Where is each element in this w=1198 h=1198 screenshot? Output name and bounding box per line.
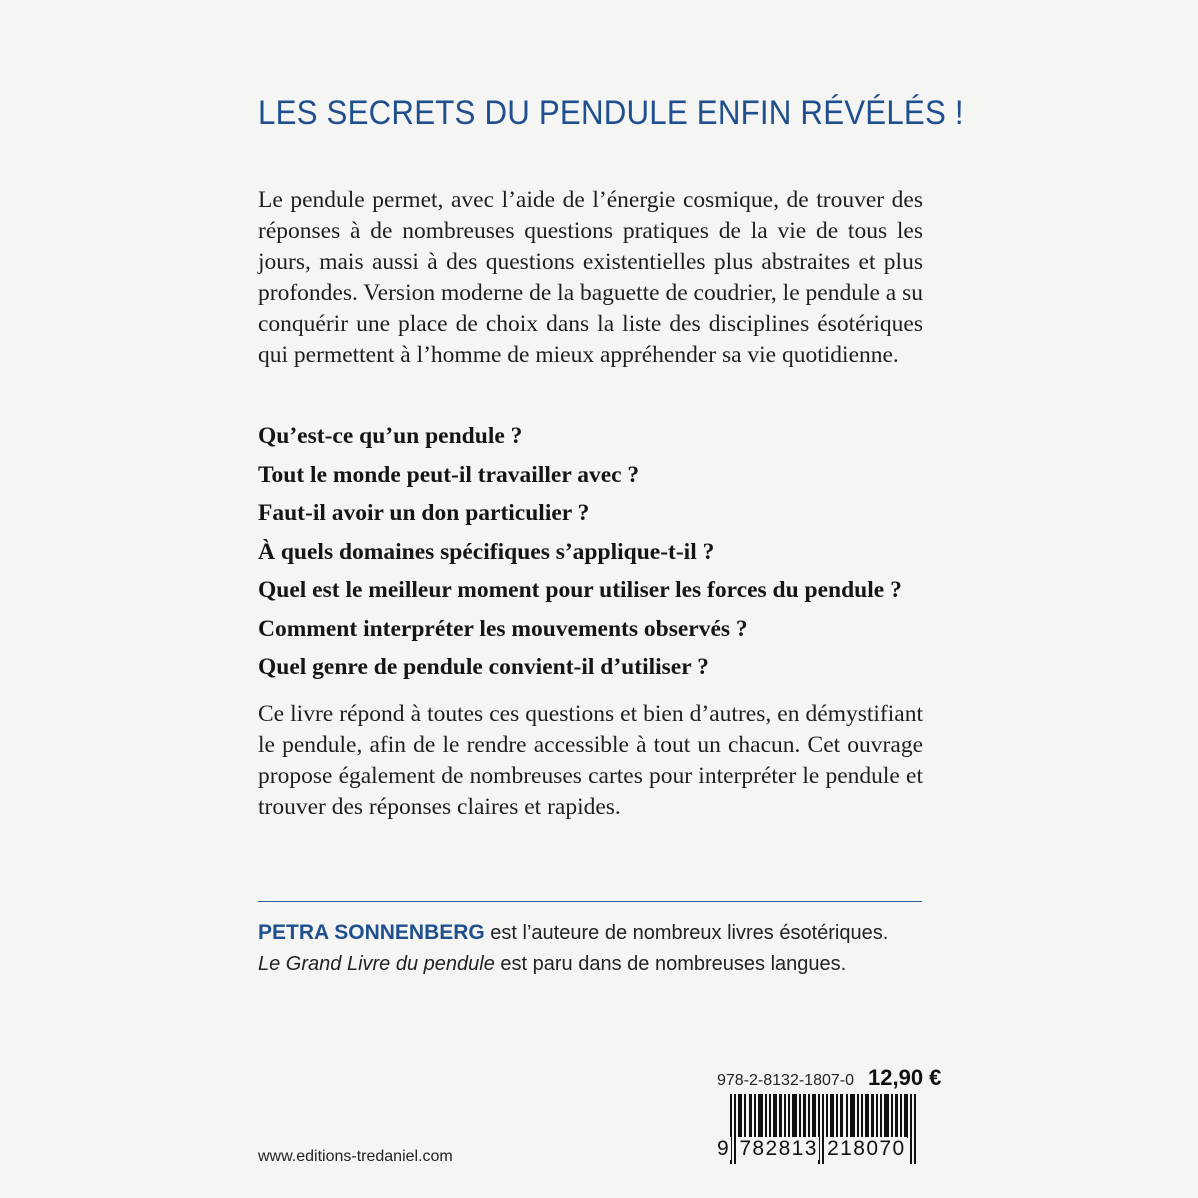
author-bio: [258, 917, 938, 980]
question-list: [258, 421, 958, 691]
isbn-number: 978-2-8132-1807-0: [717, 1072, 854, 1089]
bio-line2: est paru dans de nombreuses langues.: [494, 953, 847, 975]
question-item: Tout le monde peut-il travailler avec ?: [258, 461, 640, 488]
barcode-digits: [716, 1137, 928, 1165]
outro-paragraph: Ce livre répond à toutes ces questions et bien d’autres, en démystifiant le pendule, afin de le rendre accessible à tout un chacun. Cet ouvrage propose également de nombreuses cartes pour interpréter le pendule et trouver des réponses claires et rapides.: [258, 701, 923, 820]
bio-line1: est l’auteure de nombreux livres ésotériques.: [484, 922, 889, 944]
question-item: Faut-il avoir un don particulier ?: [258, 500, 590, 526]
publisher-website: www.editions-tredaniel.com: [258, 1148, 453, 1165]
question-item: À quels domaines spécifiques s’applique-t-il ?: [258, 538, 715, 565]
question-item: Comment interpréter les mouvements observés ?: [258, 615, 748, 642]
isbn-price-line: [717, 1065, 941, 1091]
divider: [258, 901, 922, 902]
question-item: Quel genre de pendule convient-il d’utiliser ?: [258, 654, 709, 680]
author-name: PETRA SONNENBERG: [258, 921, 485, 944]
barcode-digit-first: 9: [717, 1137, 731, 1160]
barcode-digit-group2: 218070: [827, 1137, 906, 1160]
intro-paragraph: Le pendule permet, avec l’aide de l’énergie cosmique, de trouver des réponses à de nombreuses questions pratiques de la vie de tous les jours, mais aussi à des questions existentielles plus abstraites et plus profondes. Version moderne de la baguette de coudrier, le pendule a su conquérir une place de choix dans la liste des disciplines ésotériques qui permettent à l’homme de mieux appréhender sa vie quotidienne.: [258, 187, 923, 368]
book-title: Le Grand Livre du pendule: [258, 953, 495, 975]
barcode-digit-group1: 782813: [739, 1137, 818, 1160]
question-item: Quel est le meilleur moment pour utiliser les forces du pendule ?: [258, 577, 902, 603]
question-item: Qu’est-ce qu’un pendule ?: [258, 423, 523, 449]
page-title: LES SECRETS DU PENDULE ENFIN RÉVÉLÉS !: [258, 94, 964, 132]
price: 12,90 €: [868, 1065, 942, 1090]
